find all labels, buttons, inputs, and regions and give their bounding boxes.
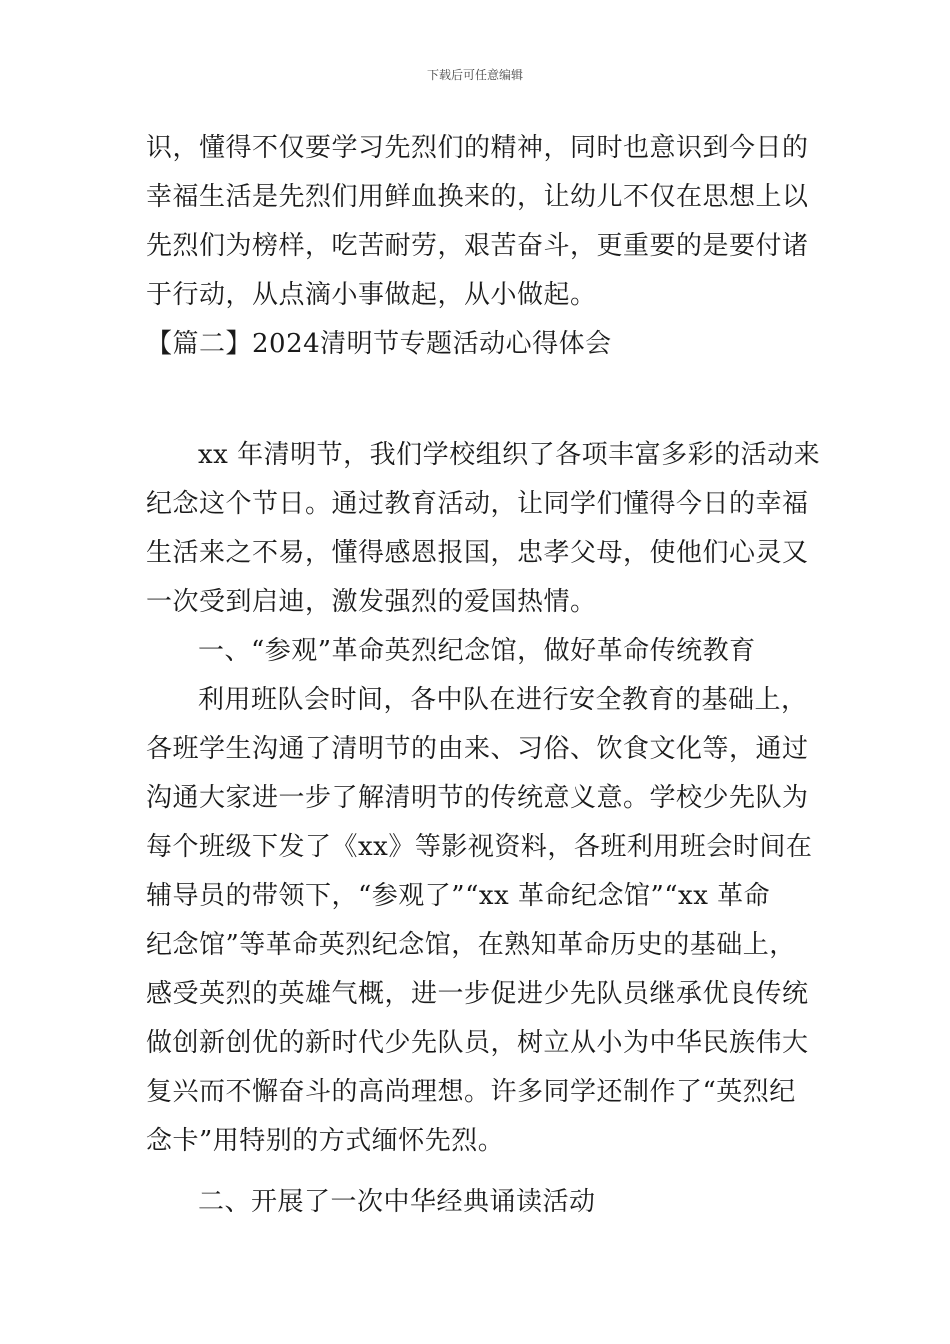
text-line: 做创新创优的新时代少先队员，树立从小为中华民族伟大 (146, 1028, 809, 1058)
spacer (146, 1166, 808, 1178)
text-line: 纪念这个节日。通过教育活动，让同学们懂得今日的幸福 (146, 489, 809, 519)
text-line: 识，懂得不仅要学习先烈们的精神，同时也意识到今日的 (146, 133, 809, 163)
text-line: 幸福生活是先烈们用鲜血换来的，让幼儿不仅在思想上以 (146, 182, 809, 212)
section-title: 【篇二】2024清明节专题活动心得体会 (146, 329, 612, 359)
text-line: 每个班级下发了《xx》等影视资料，各班利用班会时间在 (146, 832, 813, 862)
text-line: xx 年清明节，我们学校组织了各项丰富多彩的活动来 (198, 440, 821, 470)
text-line: 复兴而不懈奋斗的高尚理想。许多同学还制作了“英烈纪 (146, 1077, 796, 1107)
text-line: 感受英烈的英雄气概，进一步促进少先队员继承优良传统 (146, 979, 809, 1009)
text-line: 于行动，从点滴小事做起，从小做起。 (146, 280, 597, 310)
text-line: 先烈们为榜样，吃苦耐劳，艰苦奋斗，更重要的是要付诸 (146, 231, 809, 261)
text-line: 念卡”用特别的方式缅怀先烈。 (146, 1126, 505, 1156)
text-line: 各班学生沟通了清明节的由来、习俗、饮食文化等，通过 (146, 734, 809, 764)
page-header: 下载后可任意编辑 (426, 68, 523, 82)
subheading: 二、开展了一次中华经典诵读活动 (198, 1187, 596, 1217)
document-body (146, 124, 821, 1227)
subheading: 一、“参观”革命英烈纪念馆，做好革命传统教育 (198, 636, 756, 666)
text-line: 生活来之不易，懂得感恩报国，忠孝父母，使他们心灵又 (146, 538, 809, 568)
text-line: 沟通大家进一步了解清明节的传统意义意。学校少先队为 (146, 783, 809, 813)
text-line: 利用班队会时间，各中队在进行安全教育的基础上， (198, 685, 808, 715)
text-line: 一次受到启迪，激发强烈的爱国热情。 (146, 587, 597, 617)
text-line: 辅导员的带领下，“参观了”“xx 革命纪念馆”“xx 革命 (146, 881, 771, 911)
text-line: 纪念馆”等革命英烈纪念馆，在熟知革命历史的基础上， (146, 930, 796, 960)
spacer (146, 369, 808, 431)
